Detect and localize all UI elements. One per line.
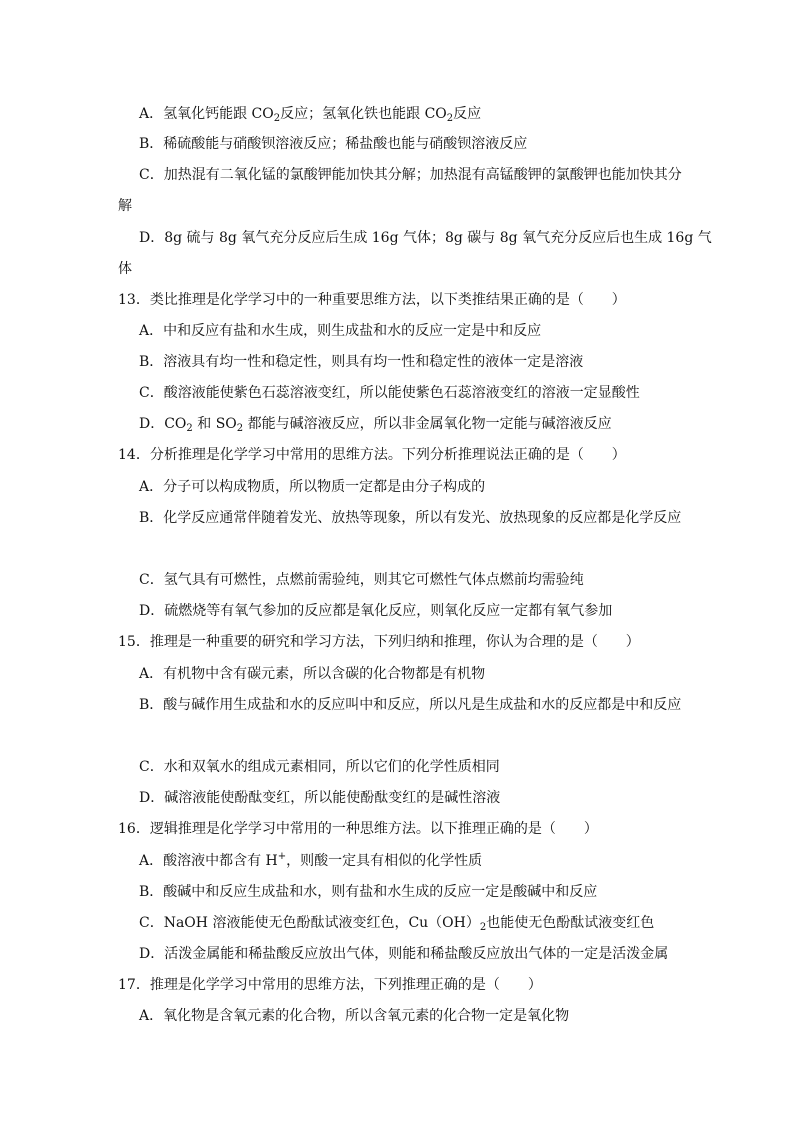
question-stem: 13．类比推理是化学学习中的一种重要思维方法，以下类推结果正确的是（ ） bbox=[118, 292, 626, 308]
answer-option: B．溶液具有均一性和稳定性，则具有均一性和稳定性的液体一定是溶液 bbox=[139, 354, 584, 370]
answer-option: A．中和反应有盐和水生成，则生成盐和水的反应一定是中和反应 bbox=[139, 323, 542, 339]
answer-option: A．有机物中含有碳元素，所以含碳的化合物都是有机物 bbox=[139, 666, 486, 682]
answer-option: B．酸碱中和反应生成盐和水，则有盐和水生成的反应一定是酸碱中和反应 bbox=[139, 884, 598, 900]
answer-option: A．氢氧化钙能跟 $CO_2$反应；氢氧化铁也能跟 $CO_2$反应 bbox=[139, 106, 482, 124]
answer-option: C．水和双氧水的组成元素相同，所以它们的化学性质相同 bbox=[139, 759, 500, 775]
answer-option: D．$CO_2$ 和 $SO_2$ 都能与碱溶液反应，所以非金属氧化物一定能与碱溶液反应 bbox=[139, 416, 612, 434]
question-stem: 14．分析推理是化学学习中常用的思维方法。下列分析推理说法正确的是（ ） bbox=[118, 447, 626, 463]
text-continuation: 解 bbox=[118, 198, 132, 214]
answer-option: C．氢气具有可燃性，点燃前需验纯，则其它可燃性气体点燃前均需验纯 bbox=[139, 572, 584, 588]
answer-option: C．加热混有二氧化锰的氯酸钾能加快其分解；加热混有高锰酸钾的氯酸钾也能加快其分 bbox=[139, 167, 682, 183]
answer-option: B．化学反应通常伴随着发光、放热等现象，所以有发光、放热现象的反应都是化学反应 bbox=[139, 510, 682, 526]
answer-option: C．NaOH 溶液能使无色酚酞试液变红色，$Cu(OH)_2$也能使无色酚酞试液变红色 bbox=[139, 915, 655, 933]
answer-option: D．活泼金属能和稀盐酸反应放出气体，则能和稀盐酸反应放出气体的一定是活泼金属 bbox=[139, 946, 669, 962]
answer-option: B．稀硫酸能与硝酸钡溶液反应；稀盐酸也能与硝酸钡溶液反应 bbox=[139, 136, 528, 152]
text-continuation: 体 bbox=[118, 261, 132, 277]
answer-option: D．8g 硫与 8g 氧气充分反应后生成 16g 气体；8g 碳与 8g 氧气充分反应后也生成 16g 气 bbox=[139, 230, 712, 246]
answer-option: C．酸溶液能使紫色石蕊溶液变红，所以能使紫色石蕊溶液变红的溶液一定显酸性 bbox=[139, 385, 640, 401]
answer-option: A．分子可以构成物质，所以物质一定都是由分子构成的 bbox=[139, 479, 486, 495]
question-stem: 15．推理是一种重要的研究和学习方法，下列归纳和推理，你认为合理的是（ ） bbox=[118, 634, 640, 650]
question-stem: 17．推理是化学学习中常用的思维方法，下列推理正确的是（ ） bbox=[118, 977, 542, 993]
answer-option: A．酸溶液中都含有 H+，则酸一定具有相似的化学性质 bbox=[139, 851, 483, 869]
answer-option: D．硫燃烧等有氧气参加的反应都是氧化反应，则氧化反应一定都有氧气参加 bbox=[139, 603, 613, 619]
answer-option: B．酸与碱作用生成盐和水的反应叫中和反应，所以凡是生成盐和水的反应都是中和反应 bbox=[139, 697, 682, 713]
answer-option: A．氧化物是含氧元素的化合物，所以含氧元素的化合物一定是氧化物 bbox=[139, 1008, 570, 1024]
answer-option: D．碱溶液能使酚酞变红，所以能使酚酞变红的是碱性溶液 bbox=[139, 790, 501, 806]
question-stem: 16．逻辑推理是化学学习中常用的一种思维方法。以下推理正确的是（ ） bbox=[118, 821, 598, 837]
